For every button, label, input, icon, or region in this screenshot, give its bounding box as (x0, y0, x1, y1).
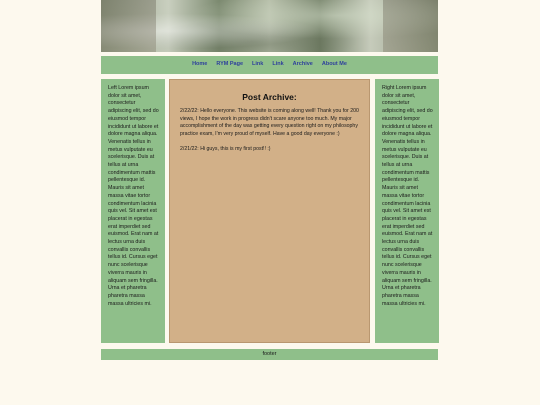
main-content (169, 79, 370, 343)
nav-link-archive[interactable]: Archive (292, 61, 313, 68)
right-sidebar (375, 79, 439, 343)
archive-post: 2/21/22: Hi guys, this is my first post!! :) (180, 146, 271, 153)
nav-link-link-2[interactable]: Link (272, 61, 284, 68)
nav-link-link-1[interactable]: Link (252, 61, 264, 68)
page-title: Post Archive: (242, 92, 297, 102)
nav-link-about-me[interactable]: About Me (321, 61, 347, 68)
footer: footer (101, 349, 438, 360)
header-banner-image (101, 0, 438, 52)
left-sidebar (101, 79, 165, 343)
nav-link-rym-page[interactable]: RYM Page (216, 61, 244, 68)
left-sidebar-text: Left Lorem ipsum dolor sit amet, consectetur adipiscing elit, sed do eiusmod tempor incididunt ut labore et dolore magna aliqua. Venenatis tellus in metus vulputate eu scelerisque. Duis at tellus at urna condimentum mattis pellentesque id. Mauris sit amet massa vitae tortor condimentum lacinia quis vel. Sit amet est placerat in egestas erat imperdiet sed euismod. Erat nam at lectus urna duis convallis convallis tellus id. Cursus eget nunc scelerisque viverra mauris in aliquam sem fringilla. Urna et pharetra pharetra massa massa ultricies mi. (108, 85, 159, 307)
nav-link-home[interactable]: Home (192, 61, 208, 68)
right-sidebar-text: Right Lorem ipsum dolor sit amet, consectetur adipiscing elit, sed do eiusmod tempor incididunt ut labore et dolore magna aliqua. Venenatis tellus in metus vulputate eu scelerisque. Duis at tellus at urna condimentum mattis pellentesque id. Mauris sit amet massa vitae tortor condimentum lacinia quis vel. Sit amet est placerat in egestas erat imperdiet sed euismod. Erat nam at lectus urna duis convallis convallis tellus id. Cursus eget nunc scelerisque viverra mauris in aliquam sem fringilla. Urna et pharetra pharetra massa massa ultricies mi. (382, 85, 433, 307)
archive-post: 2/22/22: Hello everyone. This website is coming along well! Thank you for 200 views, I hope the work in progress didn't scare anyone too much. My major accomplishment of the day was getting every question right on my philosophy practice exam, I'm very proud of myself. Have a good day everyone :) (180, 108, 359, 137)
nav-bar (101, 56, 438, 74)
